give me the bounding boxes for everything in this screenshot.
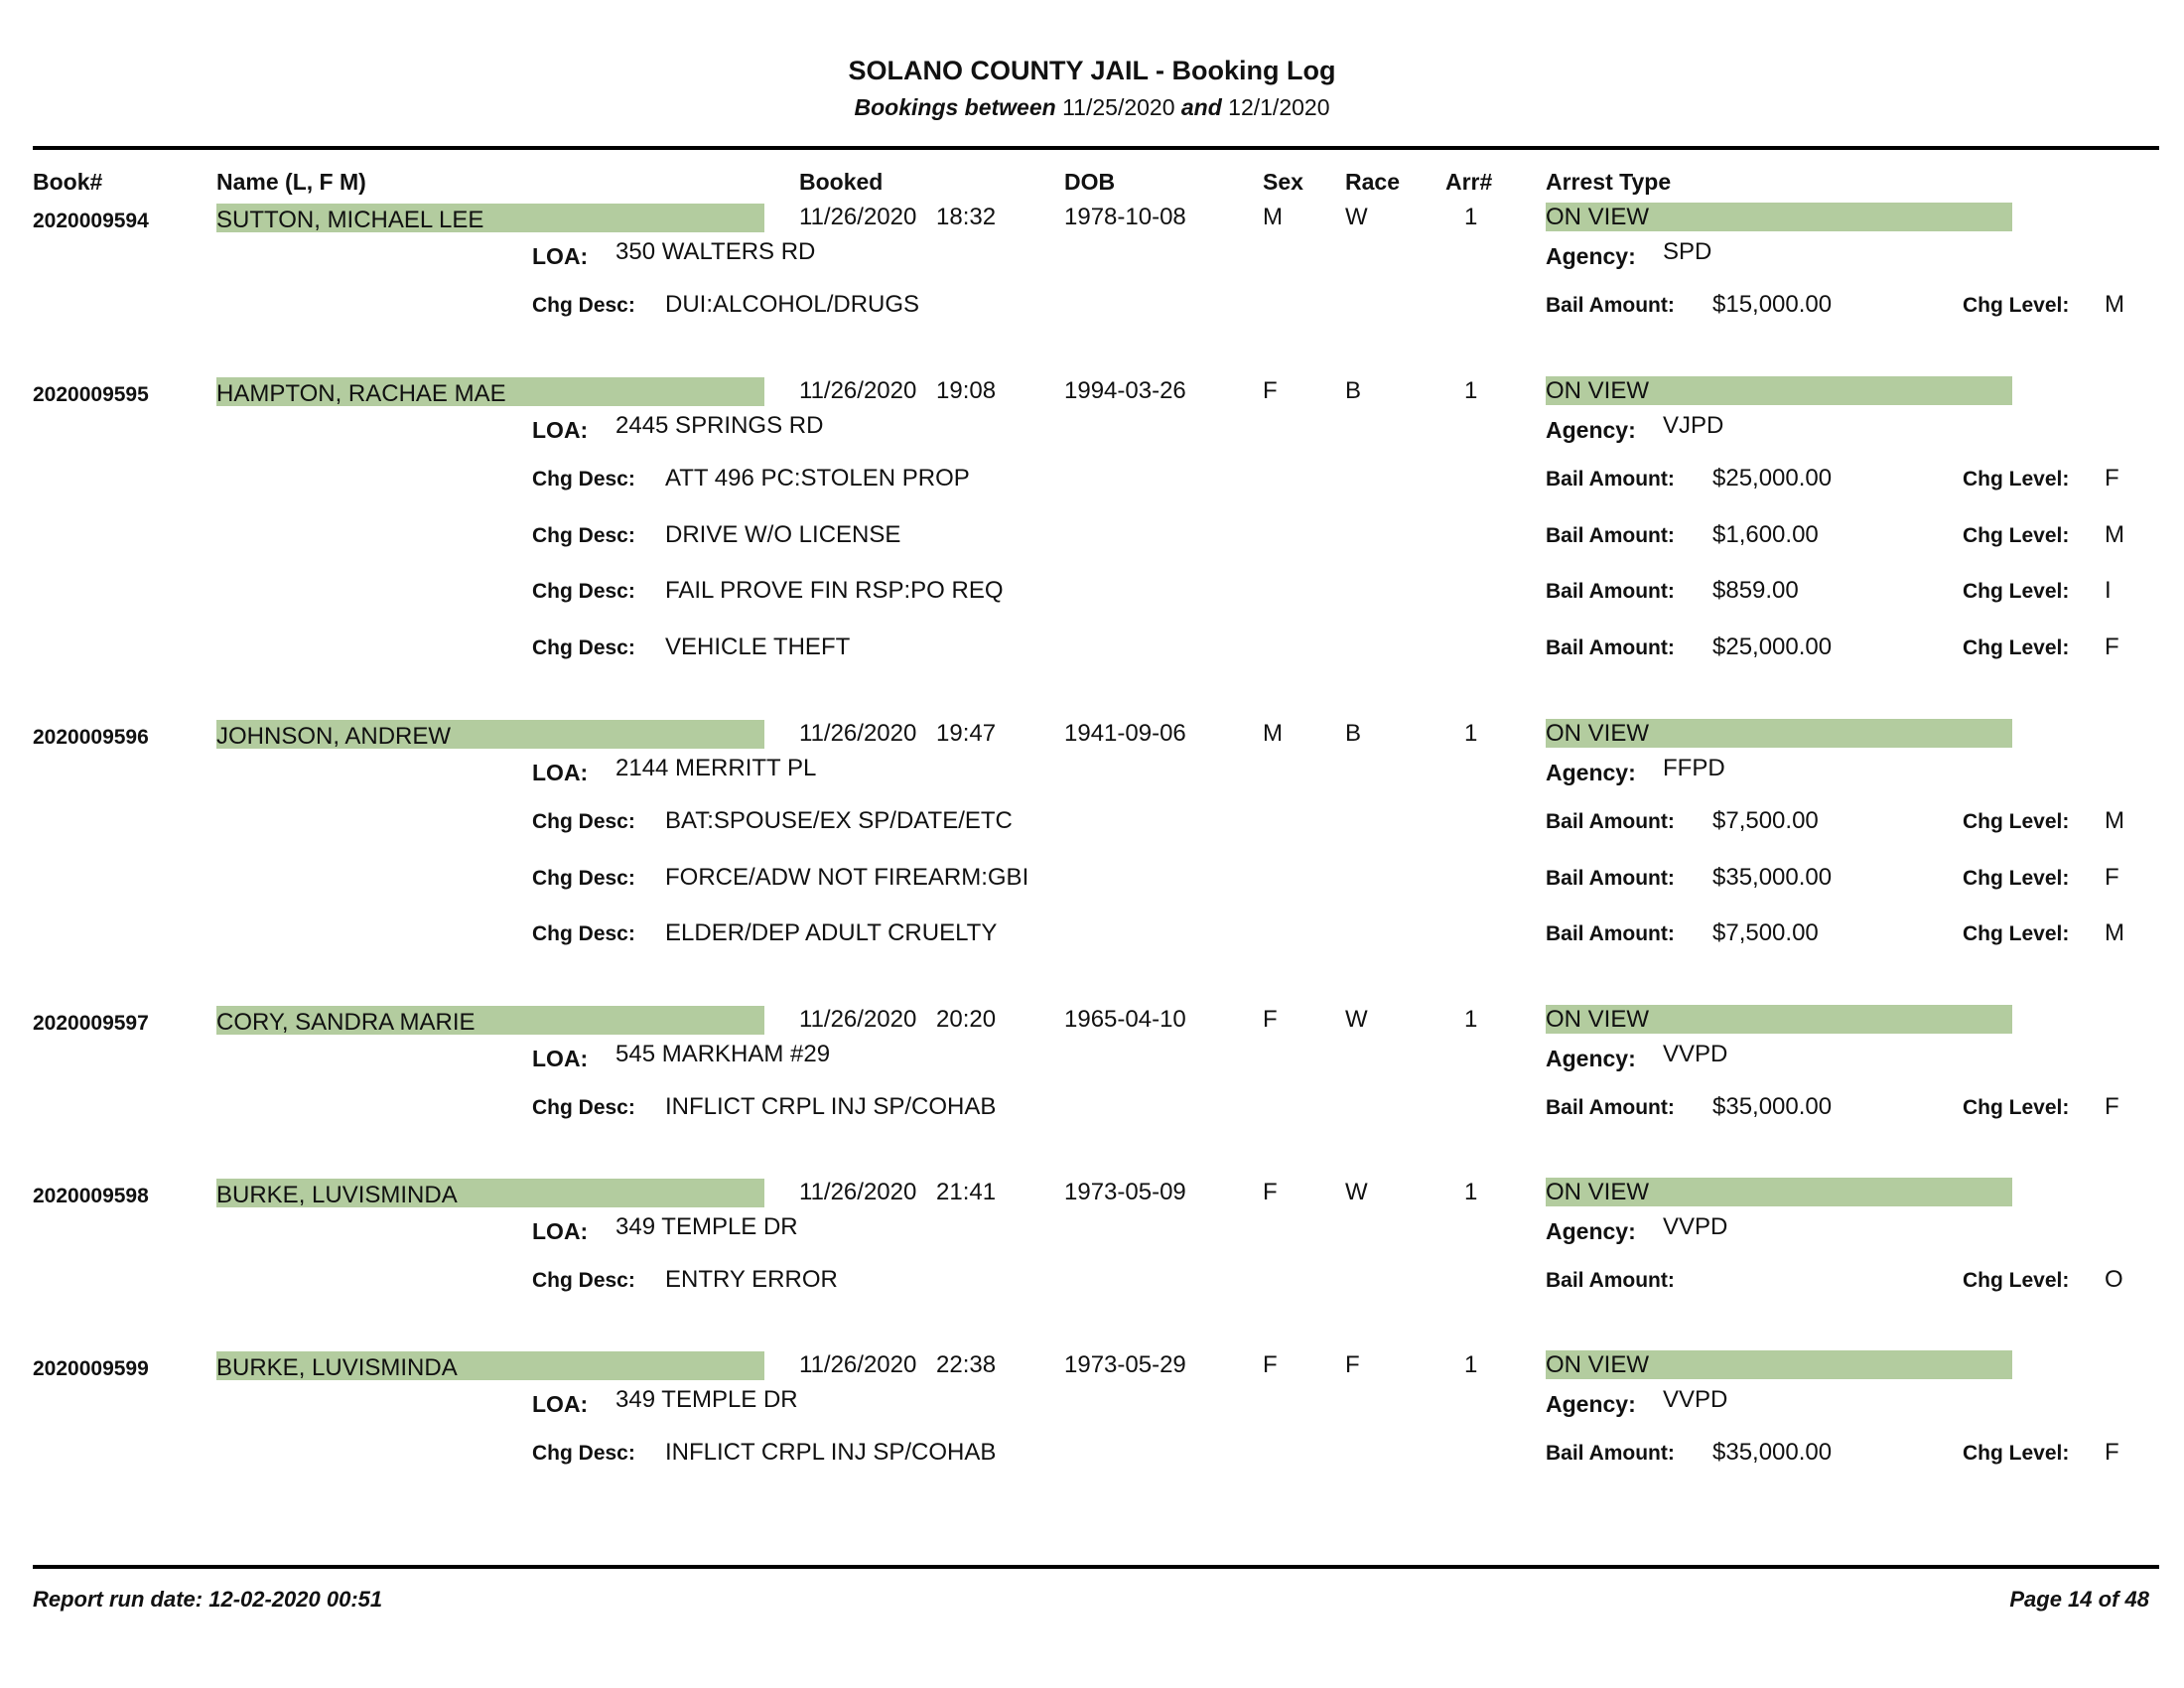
bail-amount: $859.00	[1712, 577, 1799, 604]
charge-level: F	[2105, 1439, 2119, 1466]
loa-label: LOA:	[532, 760, 589, 785]
chg-level-label: Chg Level:	[1963, 636, 2070, 659]
inmate-name: BURKE, LUVISMINDA	[216, 1354, 458, 1381]
race: F	[1345, 1351, 1360, 1378]
loa-address: 545 MARKHAM #29	[615, 1041, 831, 1067]
chg-desc-label: Chg Desc:	[532, 810, 635, 833]
dob: 1978-10-08	[1064, 204, 1186, 230]
col-header-sex: Sex	[1263, 169, 1303, 195]
chg-level-label: Chg Level:	[1963, 580, 2070, 603]
charge-description: FORCE/ADW NOT FIREARM:GBI	[665, 864, 1029, 891]
chg-level-label: Chg Level:	[1963, 468, 2070, 491]
booked-time: 20:20	[936, 1006, 997, 1033]
report-subtitle	[0, 94, 2184, 121]
chg-desc-label: Chg Desc:	[532, 1269, 635, 1292]
booked-time: 18:32	[936, 204, 997, 230]
charge-level: M	[2105, 291, 2124, 318]
bail-amount: $25,000.00	[1712, 465, 1833, 492]
chg-level-label: Chg Level:	[1963, 294, 2070, 317]
booked-date: 11/26/2020	[799, 1351, 917, 1378]
chg-desc-label: Chg Desc:	[532, 524, 635, 547]
bail-amount: $7,500.00	[1712, 919, 1819, 946]
arrest-type: ON VIEW	[1546, 720, 1650, 747]
report-title: SOLANO COUNTY JAIL - Booking Log	[848, 56, 1336, 85]
bail-amount: $35,000.00	[1712, 1093, 1833, 1120]
booked-date: 11/26/2020	[799, 720, 917, 747]
chg-desc-label: Chg Desc:	[532, 922, 635, 945]
col-header-name: Name (L, F M)	[216, 169, 366, 195]
sex: M	[1263, 204, 1283, 230]
book-number: 2020009597	[33, 1012, 149, 1035]
charge-description: ELDER/DEP ADULT CRUELTY	[665, 919, 998, 946]
sex: F	[1263, 1006, 1278, 1033]
page-number: Page 14 of 48	[2009, 1587, 2149, 1612]
arrest-count: 1	[1464, 204, 1478, 230]
dob: 1941-09-06	[1064, 720, 1186, 747]
race: B	[1345, 720, 1362, 747]
bail-amount-label: Bail Amount:	[1546, 1442, 1675, 1465]
race: W	[1345, 1006, 1368, 1033]
agency: VVPD	[1663, 1041, 1728, 1067]
bail-amount: $35,000.00	[1712, 1439, 1833, 1466]
col-header-race: Race	[1345, 169, 1400, 195]
charge-description: ENTRY ERROR	[665, 1266, 838, 1293]
col-header-dob: DOB	[1064, 169, 1116, 195]
loa-label: LOA:	[532, 417, 589, 443]
sex: F	[1263, 1351, 1278, 1378]
loa-address: 2144 MERRITT PL	[615, 755, 817, 781]
bail-amount-label: Bail Amount:	[1546, 1269, 1675, 1292]
bail-amount-label: Bail Amount:	[1546, 524, 1675, 547]
race: B	[1345, 377, 1362, 404]
bail-amount-label: Bail Amount:	[1546, 636, 1675, 659]
arrest-count: 1	[1464, 720, 1478, 747]
sex: F	[1263, 377, 1278, 404]
chg-level-label: Chg Level:	[1963, 1442, 2070, 1465]
charge-level: F	[2105, 1093, 2119, 1120]
agency-label: Agency:	[1546, 1218, 1636, 1244]
subtitle-and: and	[1180, 94, 1222, 120]
agency-label: Agency:	[1546, 1046, 1636, 1071]
chg-desc-label: Chg Desc:	[532, 468, 635, 491]
booked-time: 19:08	[936, 377, 997, 404]
dob: 1973-05-09	[1064, 1179, 1186, 1205]
inmate-name: HAMPTON, RACHAE MAE	[216, 380, 506, 407]
loa-label: LOA:	[532, 243, 589, 269]
charge-level: F	[2105, 633, 2119, 660]
start-date: 11/25/2020	[1062, 94, 1175, 120]
arrest-count: 1	[1464, 1351, 1478, 1378]
arrest-type: ON VIEW	[1546, 1006, 1650, 1033]
footer-rule	[33, 1565, 2159, 1569]
dob: 1965-04-10	[1064, 1006, 1186, 1033]
end-date: 12/1/2020	[1228, 94, 1330, 120]
subtitle-prefix: Bookings between	[854, 94, 1056, 120]
chg-level-label: Chg Level:	[1963, 524, 2070, 547]
charge-description: DUI:ALCOHOL/DRUGS	[665, 291, 920, 318]
bail-amount: $1,600.00	[1712, 521, 1819, 548]
booked-date: 11/26/2020	[799, 377, 917, 404]
chg-desc-label: Chg Desc:	[532, 867, 635, 890]
charge-description: FAIL PROVE FIN RSP:PO REQ	[665, 577, 1004, 604]
chg-desc-label: Chg Desc:	[532, 1096, 635, 1119]
booked-time: 22:38	[936, 1351, 997, 1378]
agency-label: Agency:	[1546, 417, 1636, 443]
booked-date: 11/26/2020	[799, 204, 917, 230]
loa-label: LOA:	[532, 1218, 589, 1244]
loa-label: LOA:	[532, 1391, 589, 1417]
chg-level-label: Chg Level:	[1963, 867, 2070, 890]
charge-level: M	[2105, 521, 2124, 548]
loa-address: 349 TEMPLE DR	[615, 1386, 798, 1413]
bail-amount-label: Bail Amount:	[1546, 922, 1675, 945]
booked-date: 11/26/2020	[799, 1179, 917, 1205]
chg-desc-label: Chg Desc:	[532, 294, 635, 317]
inmate-name: SUTTON, MICHAEL LEE	[216, 207, 484, 233]
loa-address: 2445 SPRINGS RD	[615, 412, 824, 439]
book-number: 2020009598	[33, 1185, 149, 1207]
col-header-arrest-type: Arrest Type	[1546, 169, 1672, 195]
bail-amount: $7,500.00	[1712, 807, 1819, 834]
agency: VVPD	[1663, 1386, 1728, 1413]
agency-label: Agency:	[1546, 760, 1636, 785]
agency-label: Agency:	[1546, 1391, 1636, 1417]
header-rule	[33, 146, 2159, 150]
charge-description: DRIVE W/O LICENSE	[665, 521, 901, 548]
charge-description: INFLICT CRPL INJ SP/COHAB	[665, 1439, 997, 1466]
sex: M	[1263, 720, 1283, 747]
book-number: 2020009594	[33, 210, 149, 232]
charge-description: ATT 496 PC:STOLEN PROP	[665, 465, 970, 492]
bail-amount-label: Bail Amount:	[1546, 468, 1675, 491]
col-header-arr: Arr#	[1445, 169, 1493, 195]
arrest-type: ON VIEW	[1546, 1179, 1650, 1205]
charge-level: F	[2105, 465, 2119, 492]
inmate-name: CORY, SANDRA MARIE	[216, 1009, 476, 1036]
dob: 1994-03-26	[1064, 377, 1186, 404]
arrest-count: 1	[1464, 1179, 1478, 1205]
agency: SPD	[1663, 238, 1712, 265]
bail-amount-label: Bail Amount:	[1546, 810, 1675, 833]
chg-desc-label: Chg Desc:	[532, 1442, 635, 1465]
agency: VJPD	[1663, 412, 1724, 439]
bail-amount-label: Bail Amount:	[1546, 294, 1675, 317]
chg-level-label: Chg Level:	[1963, 922, 2070, 945]
loa-address: 350 WALTERS RD	[615, 238, 816, 265]
charge-description: BAT:SPOUSE/EX SP/DATE/ETC	[665, 807, 1013, 834]
sex: F	[1263, 1179, 1278, 1205]
charge-description: INFLICT CRPL INJ SP/COHAB	[665, 1093, 997, 1120]
bail-amount: $15,000.00	[1712, 291, 1833, 318]
chg-desc-label: Chg Desc:	[532, 636, 635, 659]
charge-level: F	[2105, 864, 2119, 891]
chg-level-label: Chg Level:	[1963, 1096, 2070, 1119]
agency: FFPD	[1663, 755, 1725, 781]
bail-amount-label: Bail Amount:	[1546, 580, 1675, 603]
book-number: 2020009595	[33, 383, 149, 406]
chg-level-label: Chg Level:	[1963, 1269, 2070, 1292]
race: W	[1345, 204, 1368, 230]
chg-level-label: Chg Level:	[1963, 810, 2070, 833]
report-run-date: Report run date: 12-02-2020 00:51	[33, 1587, 383, 1612]
arrest-type: ON VIEW	[1546, 377, 1650, 404]
col-header-book: Book#	[33, 169, 103, 195]
bail-amount-label: Bail Amount:	[1546, 1096, 1675, 1119]
book-number: 2020009599	[33, 1357, 149, 1380]
dob: 1973-05-29	[1064, 1351, 1186, 1378]
charge-level: M	[2105, 919, 2124, 946]
agency: VVPD	[1663, 1213, 1728, 1240]
charge-description: VEHICLE THEFT	[665, 633, 851, 660]
loa-address: 349 TEMPLE DR	[615, 1213, 798, 1240]
booked-date: 11/26/2020	[799, 1006, 917, 1033]
booked-time: 19:47	[936, 720, 997, 747]
booked-time: 21:41	[936, 1179, 997, 1205]
agency-label: Agency:	[1546, 243, 1636, 269]
chg-desc-label: Chg Desc:	[532, 580, 635, 603]
bail-amount: $35,000.00	[1712, 864, 1833, 891]
charge-level: I	[2105, 577, 2112, 604]
bail-amount-label: Bail Amount:	[1546, 867, 1675, 890]
arrest-count: 1	[1464, 1006, 1478, 1033]
col-header-booked: Booked	[799, 169, 884, 195]
arrest-type: ON VIEW	[1546, 204, 1650, 230]
charge-level: O	[2105, 1266, 2123, 1293]
inmate-name: JOHNSON, ANDREW	[216, 723, 452, 750]
arrest-type: ON VIEW	[1546, 1351, 1650, 1378]
charge-level: M	[2105, 807, 2124, 834]
loa-label: LOA:	[532, 1046, 589, 1071]
race: W	[1345, 1179, 1368, 1205]
bail-amount: $25,000.00	[1712, 633, 1833, 660]
book-number: 2020009596	[33, 726, 149, 749]
arrest-count: 1	[1464, 377, 1478, 404]
inmate-name: BURKE, LUVISMINDA	[216, 1182, 458, 1208]
